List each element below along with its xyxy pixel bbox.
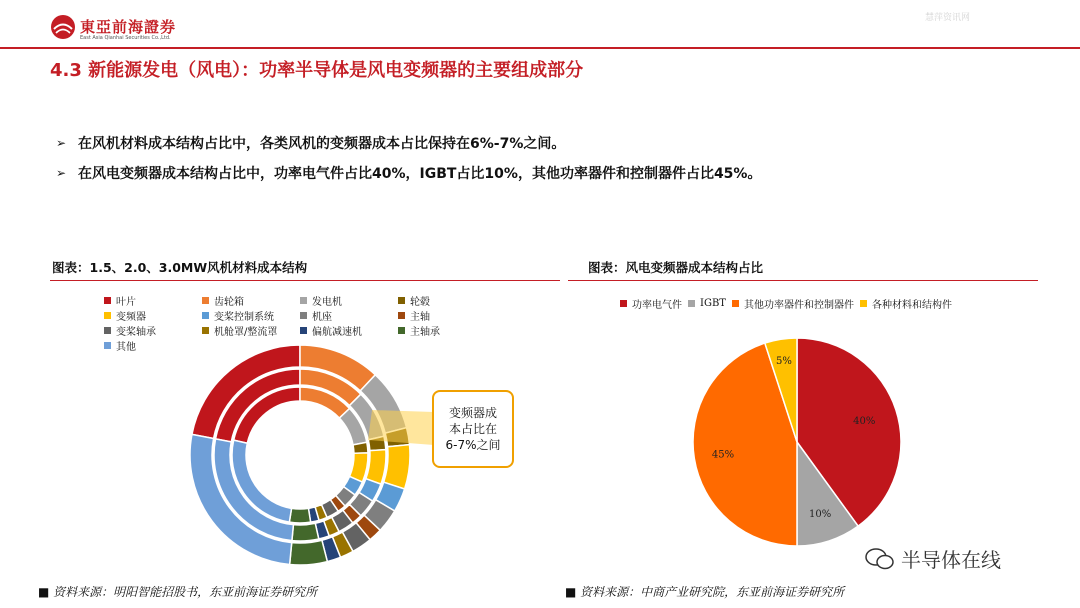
legend-item xyxy=(104,294,202,307)
bullet-text: 在风机材料成本结构占比中，各类风机的变频器成本占比保持在6%-7%之间。 xyxy=(78,136,566,152)
legend-item xyxy=(398,309,484,322)
logo-text-en: East Asia Qianhai Securities Co.,Ltd. xyxy=(80,35,171,41)
legend-swatch xyxy=(104,342,111,349)
top-watermark: 慧萍资讯网 xyxy=(924,13,970,23)
legend-item xyxy=(398,294,484,307)
legend-swatch xyxy=(202,327,209,334)
logo-text-cn: 東亞前海證券 xyxy=(80,18,177,36)
source-note-left: ■ 资料来源：明阳智能招股书，东亚前海证券研究所 xyxy=(38,585,318,599)
arrow-bullet-icon: ➢ xyxy=(56,166,67,180)
bullet-text: 在风电变频器成本结构占比中，功率电气件占比40%，IGBT占比10%，其他功率器件和控制器件占比45%。 xyxy=(78,166,762,182)
source-note-right: ■ 资料来源：中商产业研究院，东亚前海证券研究所 xyxy=(565,585,845,599)
left-chart-title: 图表：1.5、2.0、3.0MW风机材料成本结构 xyxy=(52,260,308,275)
legend-swatch xyxy=(688,300,695,307)
source-text: 资料来源：明阳智能招股书，东亚前海证券研究所 xyxy=(53,585,318,599)
pie-legend xyxy=(620,297,952,310)
legend-swatch xyxy=(300,312,307,319)
legend-label: 主轴承 xyxy=(410,327,440,338)
logo-emblem-icon xyxy=(50,14,76,40)
company-logo xyxy=(50,12,190,48)
header-divider xyxy=(0,47,1080,49)
legend-swatch xyxy=(398,327,405,334)
callout-box xyxy=(432,390,514,468)
legend-item xyxy=(104,339,202,352)
donut-segment xyxy=(292,523,319,541)
legend-swatch xyxy=(202,312,209,319)
legend-item xyxy=(732,297,854,310)
legend-swatch xyxy=(202,297,209,304)
donut-segment xyxy=(368,436,386,450)
source-text: 资料来源：中商产业研究院，东亚前海证券研究所 xyxy=(580,585,845,599)
legend-label: 其他功率器件和控制器件 xyxy=(743,300,854,311)
legend-item xyxy=(860,297,952,310)
legend-label: 其他 xyxy=(116,342,136,353)
legend-item xyxy=(300,324,398,337)
legend-swatch xyxy=(300,327,307,334)
wechat-icon xyxy=(865,548,895,570)
legend-label: 机座 xyxy=(312,312,332,323)
legend-item xyxy=(104,324,202,337)
bullet-list xyxy=(56,128,1016,188)
brand-watermark-text: 半导体在线 xyxy=(901,548,1001,572)
left-chart-rule xyxy=(50,280,560,281)
right-chart-rule xyxy=(568,280,1038,281)
legend-item xyxy=(300,309,398,322)
pie-data-label: 10% xyxy=(809,509,832,521)
legend-label: 轮毂 xyxy=(410,297,430,308)
legend-label: 主轴 xyxy=(410,312,430,323)
callout-line: 6-7%之间 xyxy=(445,438,501,452)
legend-label: 变频器 xyxy=(116,312,146,323)
pie-data-label: 40% xyxy=(853,416,876,428)
legend-swatch xyxy=(398,297,405,304)
legend-label: 偏航减速机 xyxy=(312,327,362,338)
donut-chart xyxy=(190,345,410,565)
legend-item xyxy=(202,309,300,322)
legend-label: 变桨控制系统 xyxy=(214,312,274,323)
legend-label: 机舱罩/整流罩 xyxy=(214,327,278,338)
legend-swatch xyxy=(620,300,627,307)
legend-swatch xyxy=(860,300,867,307)
arrow-bullet-icon: ➢ xyxy=(56,136,67,150)
legend-item xyxy=(620,297,682,310)
legend-label: 功率电气件 xyxy=(632,300,682,311)
legend-label: 叶片 xyxy=(116,297,136,308)
bullet-item xyxy=(56,128,1016,158)
legend-label: 齿轮箱 xyxy=(214,297,244,308)
legend-swatch xyxy=(300,297,307,304)
right-chart-title: 图表：风电变频器成本结构占比 xyxy=(588,260,764,275)
pie-data-label: 45% xyxy=(711,449,735,461)
legend-label: 各种材料和结构件 xyxy=(871,300,952,311)
legend-label: 变桨轴承 xyxy=(116,327,156,338)
pie-data-label: 5% xyxy=(776,355,792,367)
donut-segment xyxy=(290,540,328,565)
legend-label: 发电机 xyxy=(312,297,342,308)
legend-item xyxy=(202,324,300,337)
page-title: 4.3 新能源发电（风电）：功率半导体是风电变频器的主要组成部分 xyxy=(50,60,584,81)
donut-segment xyxy=(384,445,410,489)
donut-segment xyxy=(289,508,310,523)
legend-item xyxy=(398,324,484,337)
callout-line: 本占比在 xyxy=(448,422,497,436)
legend-swatch xyxy=(104,327,111,334)
legend-label: IGBT xyxy=(700,298,726,309)
donut-legend xyxy=(104,294,484,352)
donut-segment xyxy=(353,442,368,453)
brand-watermark xyxy=(865,544,1001,573)
legend-swatch xyxy=(732,300,739,307)
legend-item xyxy=(300,294,398,307)
legend-item xyxy=(688,297,726,310)
legend-swatch xyxy=(398,312,405,319)
donut-segment xyxy=(366,450,386,485)
legend-item xyxy=(104,309,202,322)
legend-item xyxy=(202,294,300,307)
bullet-item xyxy=(56,158,1016,188)
pie-chart xyxy=(690,335,905,550)
legend-swatch xyxy=(104,297,111,304)
callout-line: 变频器成 xyxy=(448,406,497,420)
legend-swatch xyxy=(104,312,111,319)
